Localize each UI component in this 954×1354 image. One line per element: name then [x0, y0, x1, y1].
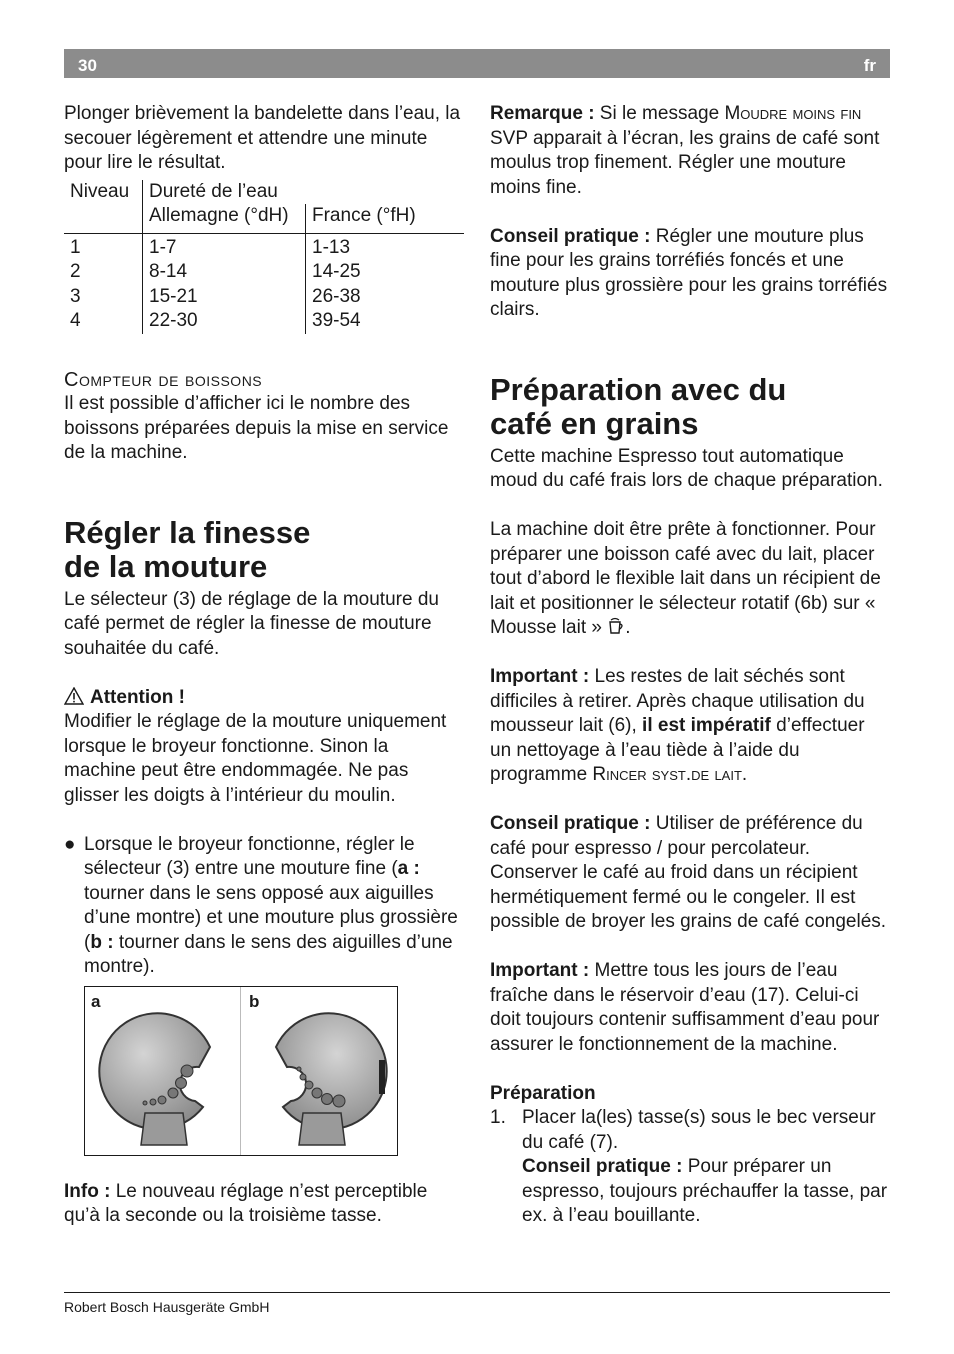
step-tip: Conseil pratique : Pour préparer un espresso, toujours préchauffer la tasse, par ex. à l’eau bouillante.	[522, 1156, 888, 1226]
col-header-france: France (°fH)	[306, 204, 465, 233]
page-number: 30	[78, 56, 97, 75]
footer-divider	[64, 1292, 890, 1293]
grinder-dial-a-illustration	[95, 1005, 235, 1153]
col-header-germany: Allemagne (°dH)	[143, 204, 306, 233]
table-row: 4 22-30 39-54	[64, 309, 464, 334]
page-header-bar	[64, 49, 890, 78]
table-row: 1 1-7 1-13	[64, 233, 464, 260]
counter-section-title: Compteur de boissons	[64, 368, 263, 391]
important-water-note: Important : Mettre tous les jours de l’eau fraîche dans le réservoir d’eau (17). Celui-ci doit toujours contenir suffisamment d’eau pour assurer le fonctionnement de la machine.	[490, 960, 880, 1055]
table-row: 3 15-21 26-38	[64, 285, 464, 310]
milk-jug-icon	[607, 617, 625, 635]
table-row: 2 8-14 14-25	[64, 260, 464, 285]
preparation-subheading: Préparation	[490, 1082, 596, 1104]
tip-roast-note: Conseil pratique : Régler une mouture plus fine pour les grains torréfiés foncés et une mouture plus grossière pour les grains torréfiés clairs.	[490, 225, 888, 320]
counter-section-text: Il est possible d’afficher ici le nombre des boissons préparées depuis la mise en service de la machine.	[64, 393, 449, 463]
grind-heading: Régler la finesse de la mouture	[64, 514, 311, 584]
preparation-heading: Préparation avec du café en grains	[490, 371, 787, 441]
info-note: Info : Le nouveau réglage n’est perceptible qu’à la seconde ou la troisième tasse.	[64, 1180, 428, 1226]
language-code: fr	[863, 56, 876, 75]
grind-bullet-item: ● Lorsque le broyeur fonctionne, régler le sélecteur (3) entre une mouture fine (a : tourner dans le sens opposé aux aiguilles d’une montre) et une mouture plus grossière (b : tourner dans le sens des aiguilles d’une montre).	[64, 833, 458, 977]
water-hardness-table	[64, 180, 464, 334]
preparation-step-1: 1. Placer la(les) tasse(s) sous le bec verseur du café (7). Conseil pratique : Pour préparer un espresso, toujours préchauffer la tasse, par ex. à l’eau bouillante.	[490, 1106, 890, 1229]
figure-label-b: b	[249, 991, 260, 1011]
test-strip-instructions: Plonger brièvement la bandelette dans l’eau, la secouer légèrement et attendre une minute pour lire le résultat.	[64, 103, 461, 173]
col-header-level: Niveau	[70, 180, 130, 202]
col-header-hardness: Dureté de l’eau	[143, 180, 465, 205]
bullet-dot: ●	[64, 833, 76, 855]
grind-intro-text: Le sélecteur (3) de réglage de la mouture du café permet de régler la finesse de mouture souhaitée du café.	[64, 588, 439, 659]
footer-company: Robert Bosch Hausgeräte GmbH	[64, 1299, 270, 1315]
preparation-intro: Cette machine Espresso tout automatique moud du café frais lors de chaque préparation.	[490, 445, 883, 491]
grinder-dial-b-illustration	[251, 1005, 391, 1153]
step-number: 1.	[490, 1107, 506, 1128]
tip-coffee-storage-note: Conseil pratique : Utiliser de préférence du café pour espresso / pour percolateur. Conserver le café au froid dans un récipient hermétiquement fermé ou le congeler. Il est possible de broyer les grains de café congelés.	[490, 813, 887, 932]
left-column	[64, 102, 464, 1229]
important-milk-note: Important : Les restes de lait séchés sont difficiles à retirer. Après chaque utilisation du mousseur lait (6), il est impératif d’effectuer un nettoyage à l’eau tiède à l’aide du programme Rincer syst.de lait.	[490, 666, 865, 785]
attention-heading: Attention !	[64, 686, 464, 711]
grinder-selector-figure	[84, 986, 398, 1156]
attention-text: Modifier le réglage de la mouture uniquement lorsque le broyeur fonctionne. Sinon la machine peut être endommagée. Ne pas glisser les doigts à l’intérieur du moulin.	[64, 711, 447, 806]
remark-note: Remarque : Si le message Moudre moins fin SVP apparait à l’écran, les grains de café sont moulus trop finement. Régler une mouture moins fine.	[490, 103, 880, 198]
preparation-ready-text: La machine doit être prête à fonctionner. Pour préparer une boisson café avec du lait, placer tout d’abord le flexible lait dans un récipient de lait et positionner le sélecteur rotatif (6b) sur « Mousse lait » .	[490, 519, 881, 638]
warning-triangle-icon	[64, 687, 84, 705]
figure-label-a: a	[91, 991, 101, 1011]
figure-divider	[240, 987, 241, 1155]
right-column	[490, 102, 890, 1229]
